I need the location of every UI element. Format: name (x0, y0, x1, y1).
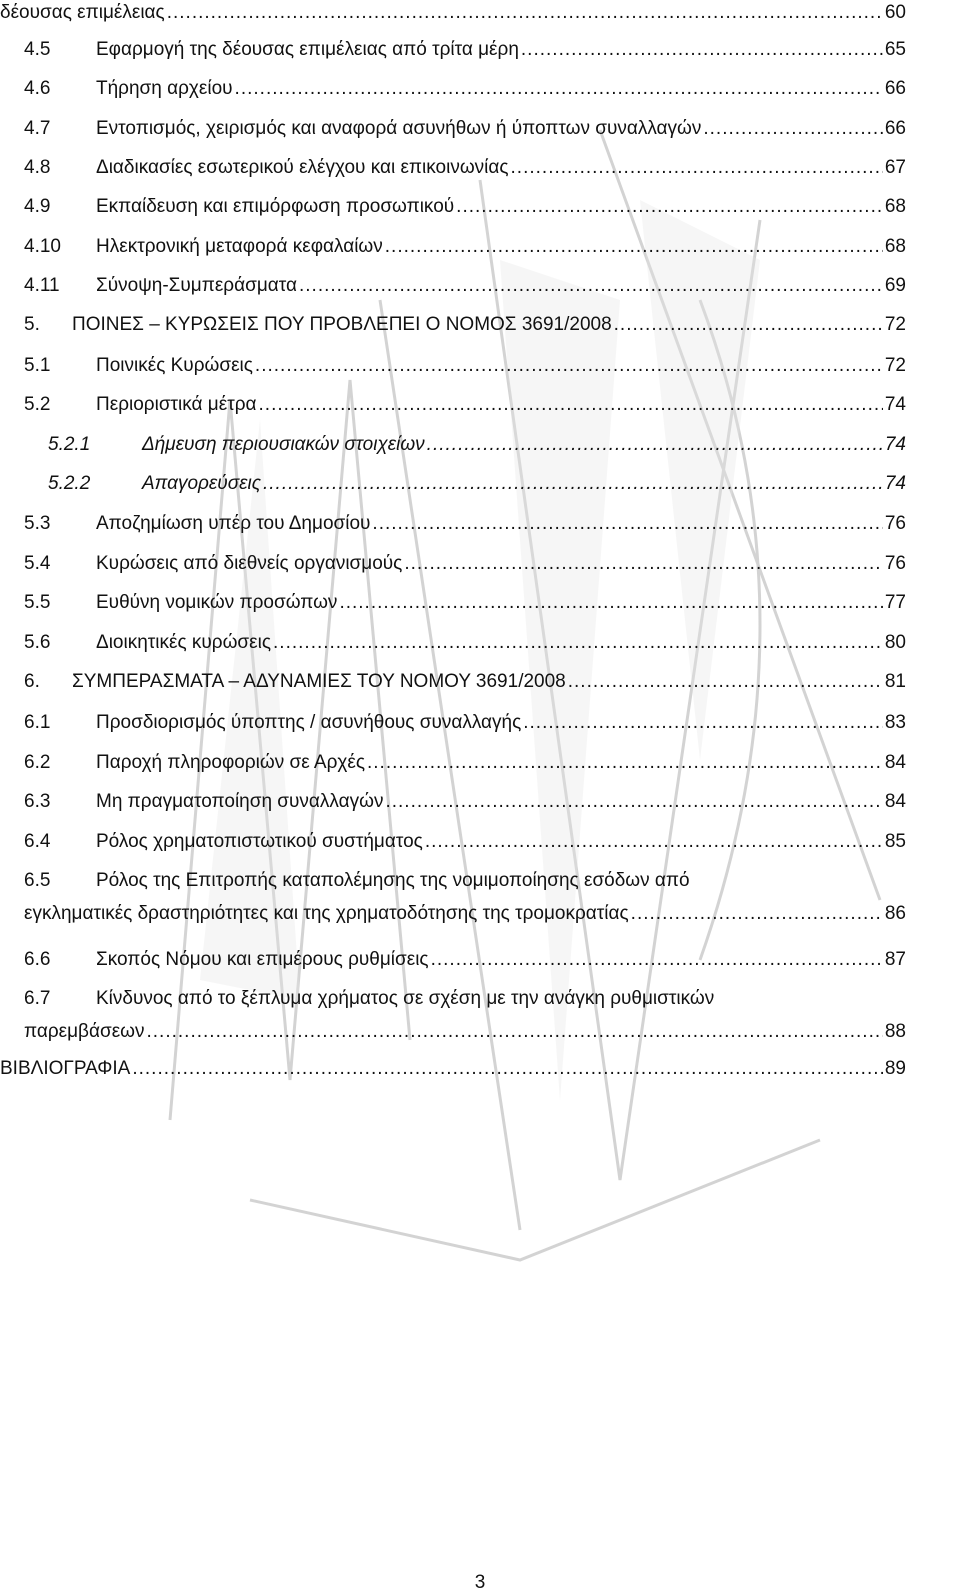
toc-entry-title: Ηλεκτρονική μεταφορά κεφαλαίων (96, 236, 383, 257)
toc-entry[interactable] (24, 394, 906, 416)
toc-entry-page: 72 (884, 314, 906, 335)
toc-entry-number: 5.2.1 (48, 434, 91, 455)
toc-leader-dots (425, 831, 883, 853)
toc-entry-number: 5.2.2 (48, 473, 91, 494)
toc-entry-title: ΠΟΙΝΕΣ – ΚΥΡΩΣΕΙΣ ΠΟΥ ΠΡΟΒΛΕΠΕΙ Ο ΝΟΜΟΣ 3691/2008 (72, 314, 612, 335)
toc-entry-page: 86 (884, 903, 906, 924)
toc-entry-number: 6.7 (24, 988, 51, 1009)
toc-entry-title: Προσδιορισμός ύποπτης / ασυνήθους συναλλαγής (96, 712, 522, 733)
toc-entry-multiline[interactable] (24, 988, 906, 1043)
toc-entry-page: 88 (884, 1021, 906, 1042)
toc-entry-page: 68 (884, 236, 906, 257)
toc-entry-number: 4.10 (24, 236, 61, 257)
toc-entry-page: 76 (884, 513, 906, 534)
toc-entry-title: Μη πραγματοποίηση συναλλαγών (96, 791, 384, 812)
toc-entry-title: Απαγορεύσεις (142, 473, 261, 494)
toc-entry[interactable] (0, 1058, 906, 1080)
toc-entry-page: 77 (884, 592, 906, 613)
toc-entry-title: Δήμευση περιουσιακών στοιχείων (142, 434, 425, 455)
toc-entry-number: 5.5 (24, 592, 51, 613)
toc-entry-title: Εκπαίδευση και επιμόρφωση προσωπικού (96, 196, 455, 217)
toc-entry[interactable] (24, 314, 906, 336)
toc-entry[interactable] (48, 473, 906, 495)
toc-leader-dots (273, 632, 883, 654)
toc-entry-line (24, 1021, 906, 1043)
toc-leader-dots (367, 752, 883, 774)
toc-entry-title: Κυρώσεις από διεθνείς οργανισμούς (96, 553, 403, 574)
toc-entry-page: 69 (884, 275, 906, 296)
toc-entry-page: 84 (884, 791, 906, 812)
toc-leader-dots (431, 949, 883, 971)
toc-entry[interactable] (24, 157, 906, 179)
toc-leader-dots (427, 434, 883, 456)
toc-entry-title: Ποινικές Κυρώσεις (96, 355, 253, 376)
toc-entry-page: 74 (884, 394, 906, 415)
toc-entry-number: 5.3 (24, 513, 51, 534)
toc-entry-title: Αποζημίωση υπέρ του Δημοσίου (96, 513, 371, 534)
toc-leader-dots (372, 513, 882, 535)
toc-leader-dots (521, 39, 883, 61)
toc-entry[interactable] (24, 513, 906, 535)
toc-entry-number: 6.6 (24, 949, 51, 970)
toc-leader-dots (385, 791, 882, 813)
toc-entry-title: Εντοπισμός, χειρισμός και αναφορά ασυνήθων ή ύποπτων συναλλαγών (96, 118, 702, 139)
toc-entry-page: 83 (884, 712, 906, 733)
toc-entry-number: 5. (24, 314, 40, 335)
toc-entry-page: 80 (884, 632, 906, 653)
toc-entry-number: 5.6 (24, 632, 51, 653)
toc-entry[interactable] (24, 78, 906, 100)
toc-entry-page: 74 (884, 434, 906, 455)
toc-entry[interactable] (0, 2, 906, 24)
toc-entry-title: Περιοριστικά μέτρα (96, 394, 257, 415)
toc-entry[interactable] (24, 632, 906, 654)
toc-entry-title: Σκοπός Νόμου και επιμέρους ρυθμίσεις (96, 949, 429, 970)
toc-entry[interactable] (24, 118, 906, 140)
toc-leader-dots (255, 355, 883, 377)
toc-leader-dots (703, 118, 883, 140)
toc-entry-number: 5.4 (24, 553, 51, 574)
toc-entry-title: δέουσας επιμέλειας (0, 2, 165, 23)
toc-leader-dots (631, 903, 883, 925)
toc-entry[interactable] (24, 592, 906, 614)
toc-leader-dots (235, 78, 883, 100)
toc-entry[interactable] (24, 791, 906, 813)
toc-leader-dots (385, 236, 883, 258)
toc-entry-page: 81 (884, 671, 906, 692)
toc-entry-title: Σύνοψη-Συμπεράσματα (96, 275, 297, 296)
toc-entry-number: 6.4 (24, 831, 51, 852)
toc-entry-title-continued: εγκληματικές δραστηριότητες και της χρηματοδότησης της τρομοκρατίας (24, 903, 629, 924)
toc-entry-number: 5.2 (24, 394, 51, 415)
toc-leader-dots (568, 671, 883, 693)
toc-entry[interactable] (24, 355, 906, 377)
toc-leader-dots (132, 1058, 883, 1080)
toc-entry-number: 6. (24, 671, 40, 692)
toc-entry-title-continued: παρεμβάσεων (24, 1021, 145, 1042)
toc-leader-dots (511, 157, 883, 179)
toc-entry-title: Ευθύνη νομικών προσώπων (96, 592, 338, 613)
toc-entry[interactable] (24, 553, 906, 575)
toc-entry-title: Ρόλος της Επιτροπής καταπολέμησης της νομιμοποίησης εσόδων από (96, 870, 690, 891)
toc-entry-line (24, 988, 906, 1010)
toc-entry-title: Παροχή πληροφοριών σε Αρχές (96, 752, 365, 773)
toc-leader-dots (263, 473, 883, 495)
toc-entry-page: 87 (884, 949, 906, 970)
toc-leader-dots (299, 275, 883, 297)
toc-entry-page: 66 (884, 78, 906, 99)
toc-leader-dots (404, 553, 883, 575)
toc-entry-page: 67 (884, 157, 906, 178)
toc-entry-page: 85 (884, 831, 906, 852)
toc-entry-number: 6.2 (24, 752, 51, 773)
toc-entry[interactable] (24, 39, 906, 61)
toc-entry-number: 6.3 (24, 791, 51, 812)
toc-entry-line (24, 870, 906, 892)
toc-leader-dots (167, 2, 883, 24)
toc-entry-title: Εφαρμογή της δέουσας επιμέλειας από τρίτα μέρη (96, 39, 519, 60)
toc-entry-page: 89 (884, 1058, 906, 1079)
toc-leader-dots (147, 1021, 883, 1043)
toc-entry-title: Ρόλος χρηματοπιστωτικού συστήματος (96, 831, 423, 852)
toc-leader-dots (614, 314, 883, 336)
toc-entry-number: 4.6 (24, 78, 51, 99)
toc-entry-multiline[interactable] (24, 870, 906, 925)
toc-entry[interactable] (24, 752, 906, 774)
toc-entry[interactable] (24, 671, 906, 693)
toc-leader-dots (456, 196, 883, 218)
toc-entry[interactable] (24, 275, 906, 297)
toc-entry[interactable] (24, 196, 906, 218)
toc-leader-dots (339, 592, 882, 614)
toc-entry-number: 6.5 (24, 870, 51, 891)
page-number: 3 (474, 1572, 486, 1593)
toc-entry-title: Τήρηση αρχείου (96, 78, 233, 99)
toc-entry-title: Διοικητικές κυρώσεις (96, 632, 272, 653)
toc-entry-title: ΣΥΜΠΕΡΑΣΜΑΤΑ – ΑΔΥΝΑΜΙΕΣ ΤΟΥ ΝΟΜΟΥ 3691/2008 (72, 671, 566, 692)
toc-entry[interactable] (24, 712, 906, 734)
toc-leader-dots (259, 394, 883, 416)
toc-entry-number: 4.7 (24, 118, 51, 139)
toc-entry-number: 6.1 (24, 712, 51, 733)
toc-entry-page: 72 (884, 355, 906, 376)
toc-entry-number: 5.1 (24, 355, 51, 376)
toc-entry-page: 65 (884, 39, 906, 60)
toc-entry[interactable] (24, 236, 906, 258)
toc-entry-title: Διαδικασίες εσωτερικού ελέγχου και επικοινωνίας (96, 157, 509, 178)
toc-leader-dots (523, 712, 883, 734)
toc-entry[interactable] (48, 434, 906, 456)
toc-entry[interactable] (24, 949, 906, 971)
toc-entry-line (24, 903, 906, 925)
toc-entry[interactable] (24, 831, 906, 853)
toc-entry-title: ΒΙΒΛΙΟΓΡΑΦΙΑ (0, 1058, 131, 1079)
toc-entry-page: 74 (884, 473, 906, 494)
toc-entry-page: 76 (884, 553, 906, 574)
toc-entry-page: 68 (884, 196, 906, 217)
toc-entry-page: 60 (884, 2, 906, 23)
toc-entry-number: 4.11 (24, 275, 60, 296)
toc-entry-number: 4.5 (24, 39, 51, 60)
toc-entry-title: Κίνδυνος από το ξέπλυμα χρήματος σε σχέση με την ανάγκη ρυθμιστικών (96, 988, 715, 1009)
toc-entry-page: 66 (884, 118, 906, 139)
toc-entry-number: 4.9 (24, 196, 51, 217)
toc-entry-number: 4.8 (24, 157, 51, 178)
toc-entry-page: 84 (884, 752, 906, 773)
